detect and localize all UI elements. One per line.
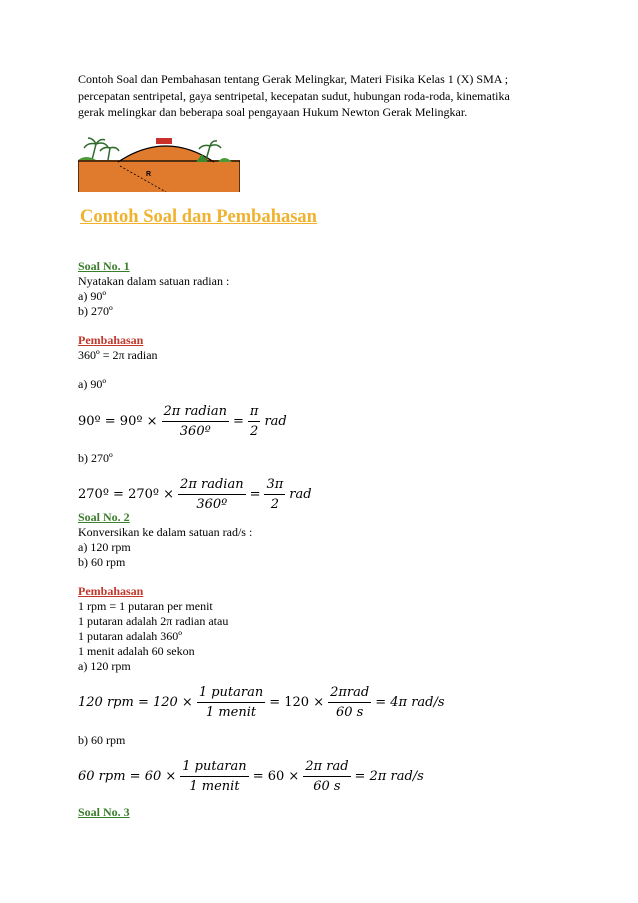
section-heading: Contoh Soal dan Pembahasan bbox=[80, 207, 317, 227]
equation-120-rpm: 120 rpm = 120 × $\frac{\text{1 putaran}}{\text{1 menit}}$ = 120 × $\frac{\text{2πrad}}{60 s}$ = 4π rad/s bbox=[78, 684, 445, 720]
pembahasan-2-title: Pembahasan bbox=[78, 584, 144, 598]
soal-2-title: Soal No. 2 bbox=[78, 510, 130, 524]
pembahasan-2-line: 1 menit adalah 60 sekon bbox=[78, 644, 195, 658]
soal-2-option-a: a) 120 rpm bbox=[78, 540, 131, 554]
soal-1-option-b: b) 270º bbox=[78, 304, 113, 318]
ground bbox=[78, 160, 240, 192]
pembahasan-2-line: 1 putaran adalah 2π radian atau bbox=[78, 614, 229, 628]
intro-line: Contoh Soal dan Pembahasan tentang Gerak Melingkar, Materi Fisika Kelas 1 (X) SMA ; bbox=[78, 72, 509, 86]
pembahasan-2-a-label: a) 120 rpm bbox=[78, 659, 131, 673]
intro-line: percepatan sentripetal, gaya sentripetal, kecepatan sudut, hubungan roda-roda, kinematika bbox=[78, 88, 510, 103]
car-icon bbox=[156, 138, 172, 144]
pembahasan-1-a-label: a) 90º bbox=[78, 377, 107, 391]
pembahasan-1-title: Pembahasan bbox=[78, 333, 144, 347]
pembahasan-1-relation: 360º = 2π radian bbox=[78, 348, 158, 362]
soal-1-option-a: a) 90º bbox=[78, 289, 107, 303]
equation-60-rpm: 60 rpm = 60 × $\frac{\text{1 putaran}}{\text{1 menit}}$ = 60 × $\frac{\text{2π rad}}{60 s}$ = 2π rad/s bbox=[78, 758, 424, 794]
intro-line: gerak melingkar dan beberapa soal pengayaan Hukum Newton Gerak Melingkar. bbox=[78, 105, 468, 119]
soal-2-option-b: b) 60 rpm bbox=[78, 555, 126, 569]
pembahasan-2-line: 1 putaran adalah 360º bbox=[78, 629, 183, 643]
circular-hill-illustration bbox=[78, 136, 240, 192]
pembahasan-1-b-label: b) 270º bbox=[78, 451, 113, 465]
equation-90-degrees: 90º = 90º × $\frac{\text{2π radian}}{\text{360º}}$ = $\frac{\pi}{2}$ rad bbox=[78, 403, 287, 439]
soal-1-question: Nyatakan dalam satuan radian : bbox=[78, 274, 230, 288]
pembahasan-2-line: 1 rpm = 1 putaran per menit bbox=[78, 599, 213, 613]
soal-1-title: Soal No. 1 bbox=[78, 259, 130, 273]
pembahasan-2-b-label: b) 60 rpm bbox=[78, 733, 126, 747]
radius-label: R bbox=[146, 171, 152, 178]
equation-270-degrees: 270º = 270º × $\frac{\text{2π radian}}{\text{360º}}$ = $\frac{3\pi}{2}$ rad bbox=[78, 476, 312, 512]
soal-3-title: Soal No. 3 bbox=[78, 805, 130, 819]
soal-2-question: Konversikan ke dalam satuan rad/s : bbox=[78, 525, 253, 539]
intro-paragraph bbox=[78, 71, 578, 121]
